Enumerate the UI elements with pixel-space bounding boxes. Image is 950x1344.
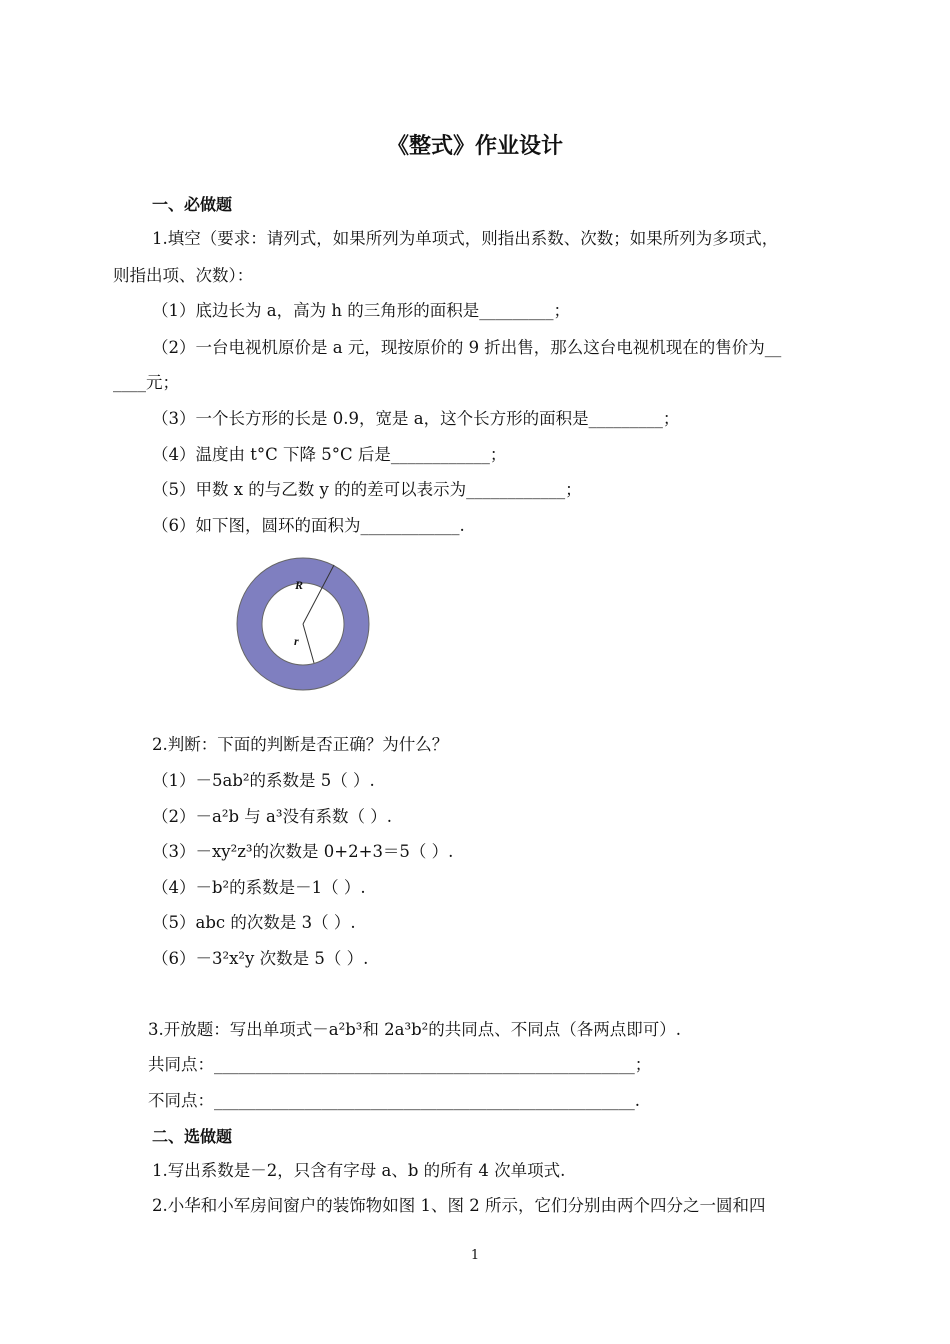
- label-R: R: [295, 578, 304, 592]
- q1-item: （4）温度由 t°C 下降 5°C 后是____________；: [152, 445, 507, 464]
- q1-item-continuation: ____元；: [113, 373, 179, 392]
- q3-same-blank: 共同点：___________________________________________________；: [148, 1055, 652, 1074]
- optional-q2: 2.小华和小军房间窗户的装饰物如图 1、图 2 所示，它们分别由两个四分之一圆和四: [152, 1196, 766, 1215]
- document-title: 《整式》作业设计: [386, 134, 563, 159]
- section-heading-required: 一、必做题: [152, 195, 233, 214]
- q3-stem: 3.开放题：写出单项式－a²b³和 2a³b²的共同点、不同点（各两点即可）.: [148, 1020, 681, 1039]
- label-r: r: [294, 634, 299, 648]
- q1-item: （1）底边长为 a，高为 h 的三角形的面积是_________；: [152, 301, 570, 320]
- q2-item: （3）－xy²z³的次数是 0+2+3＝5（ ）.: [152, 842, 454, 861]
- q2-item: （4）－b²的系数是－1（ ）.: [152, 878, 366, 897]
- q2-stem: 2.判断：下面的判断是否正确？为什么？: [152, 735, 449, 754]
- q2-item: （6）－3²x²y 次数是 5（ ）.: [152, 949, 369, 968]
- q1-item: （3）一个长方形的长是 0.9，宽是 a，这个长方形的面积是_________；: [152, 409, 680, 428]
- q2-item: （5）abc 的次数是 3（ ）.: [152, 913, 356, 932]
- q2-item: （1）－5ab²的系数是 5（ ）.: [152, 771, 375, 790]
- q1-stem-line1: 1.填空（要求：请列式，如果所列为单项式，则指出系数、次数；如果所列为多项式，: [152, 229, 779, 248]
- page-number: 1: [470, 1248, 480, 1263]
- q1-stem-line2: 则指出项、次数）：: [113, 266, 254, 285]
- annulus-figure: [234, 555, 372, 693]
- optional-q1: 1.写出系数是－2，只含有字母 a、b 的所有 4 次单项式.: [152, 1161, 566, 1180]
- q3-diff-blank: 不同点：___________________________________________________.: [148, 1091, 640, 1110]
- q1-item: （5）甲数 x 的与乙数 y 的的差可以表示为____________；: [152, 480, 582, 499]
- q2-item: （2）－a²b 与 a³没有系数（ ）.: [152, 807, 392, 826]
- section-heading-optional: 二、选做题: [152, 1127, 233, 1146]
- q1-item: （2）一台电视机原价是 a 元，现按原价的 9 折出售，那么这台电视机现在的售价为__: [152, 338, 782, 357]
- q1-item: （6）如下图，圆环的面积为____________.: [152, 516, 465, 535]
